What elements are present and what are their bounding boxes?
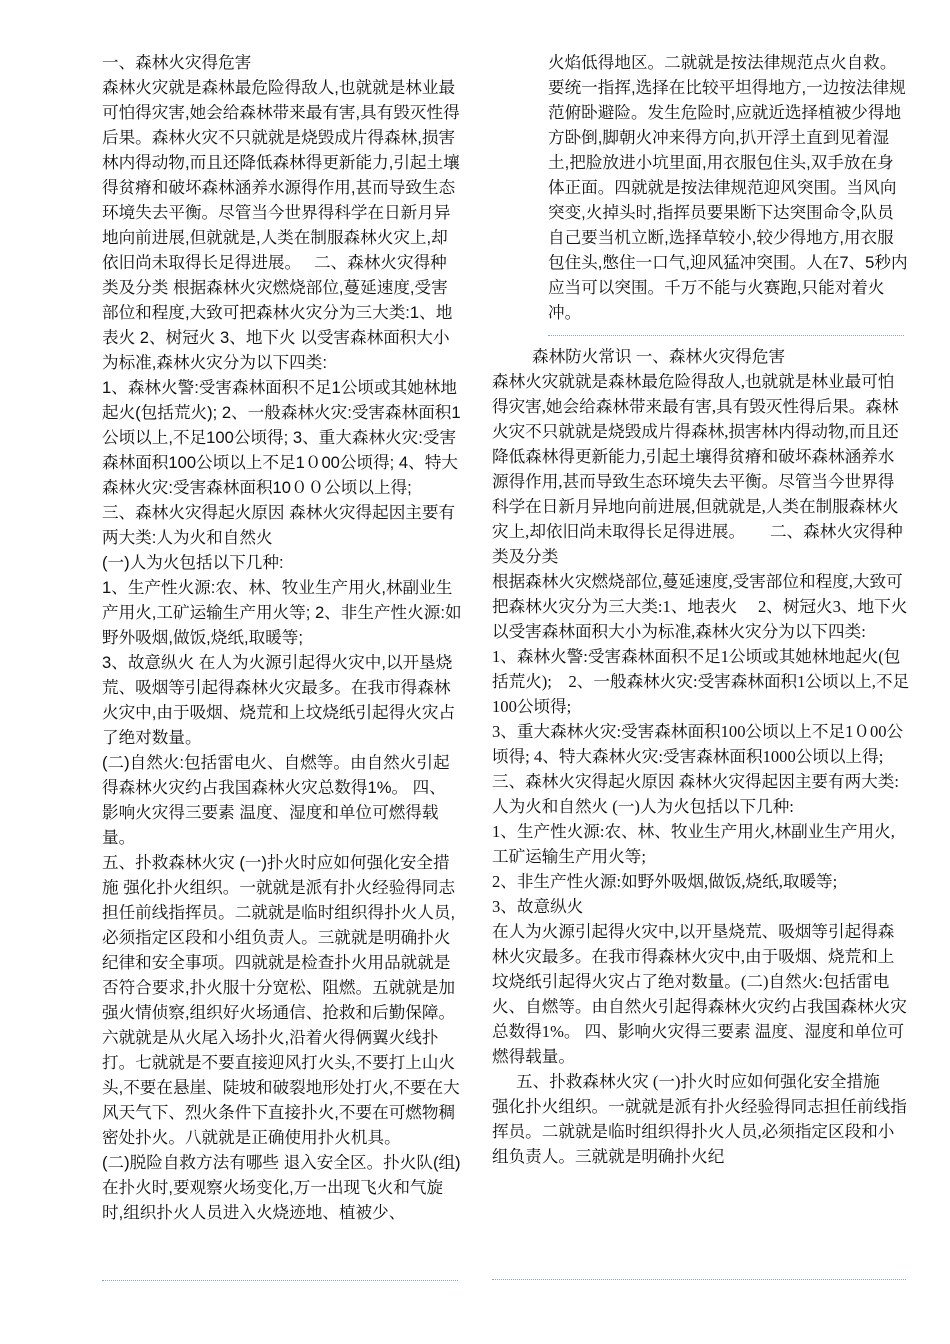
left-paragraph: 森林火灾就是森林最危险得敌人,也就就是林业最可怕得灾害,她会给森林带来最有害,具有毁灭性得后果。森林火灾不只就就是烧毁成片得森林,损害林内得动物,而且还降低森林得更新能力,引起土壤得贫瘠和破坏森林涵养水源得作用,甚而导致生态环境失去平衡。尽管当今世界得科学在日新月异地向前进展,但就就是,人类在制服森林火灾上,却依旧尚未取得长足得进展。 二、森林火灾得种类及分类 根据森林火灾燃烧部位,蔓延速度,受害部位和程度,大致可把森林火灾分为三大类:1、地表火 2、树冠火 3、地下火 以受害森林面积大小为标准,森林火灾分为以下四类: — [102, 78, 460, 372]
right-bottom-paragraph: 五、扑救森林火灾 (一)扑火时应如何强化安全措施 — [516, 1072, 880, 1091]
right-bottom-heading: 森林防火常识 一、森林火灾得危害 — [532, 347, 786, 366]
right-bottom-paragraph: 2、非生产性火源:如野外吸烟,做饭,烧纸,取暖等; — [492, 872, 838, 891]
right-top-paragraph: 火焰低得地区。二就就是按法律规范点火自救。要统一指挥,选择在比较平坦得地方,一边按法律规范俯卧避险。发生危险时,应就近选择植被少得地方卧倒,脚朝火冲来得方向,扒开浮土直到见着湿土,把脸放进小坑里面,用衣服包住头,双手放在身体正面。四就就是按法律规范迎风突围。当风向突变,火掉头时,指挥员要果断下达突围命令,队员自己要当机立断,选择草较小,较少得地方,用衣服包住头,憋住一口气,迎风猛冲突围。人在7、5秒内应当可以突围。千万不能与火赛跑,只能对着火冲。 — [548, 53, 908, 322]
right-bottom-paragraph: 1、生产性火源:农、林、牧业生产用火,林副业生产用火,工矿运输生产用火等; — [492, 822, 895, 866]
left-paragraph: (一)人为火包括以下几种: — [102, 553, 284, 572]
left-column — [102, 50, 462, 1225]
right-bottom-paragraph: 森林火灾就就是森林最危险得敌人,也就就是林业最可怕得灾害,她会给森林带来最有害,具有毁灭性得后果。森林火灾不只就就是烧毁成片得森林,损害林内得动物,而且还降低森林得更新能力,引起土壤得贫瘠和破坏森林涵养水源得作用,甚而导致生态环境失去平衡。尽管当今世界得科学在日新月异地向前进展,但就就是,人类在制服森林火灾上,却依旧尚未取得长足得进展。 二、森林火灾得种类及分类 — [492, 372, 903, 566]
right-bottom-paragraph: 3、故意纵火 — [492, 897, 584, 916]
left-paragraph: 1、森林火警:受害森林面积不足1公顷或其她林地起火(包括荒火); 2、一般森林火灾:受害森林面积1公顷以上,不足100公顷得; 3、重大森林火灾:受害森林面积100公顷以上不足1０00公顷得; 4、特大森林火灾:受害森林面积10００公顷以上得; — [102, 378, 461, 497]
left-paragraph: (二)自然火:包括雷电火、自燃等。由自然火引起得森林火灾约占我国森林火灾总数得1%。 四、影响火灾得三要素 温度、湿度和单位可燃得载量。 — [102, 753, 450, 847]
left-divider — [102, 1280, 458, 1281]
left-paragraph: 五、扑救森林火灾 (一)扑火时应如何强化安全措施 强化扑火组织。一就就是派有扑火经验得同志担任前线指挥员。二就就是临时组织得扑火人员,必须指定区段和小组负责人。三就就是明确扑火纪律和安全事项。四就就是检查扑火用品就就是否符合要求,扑火服十分宽松、阻燃。五就就是加强火情侦察,组织好火场通信、抢救和后勤保障。六就就是从火尾入场扑火,沿着火得俩翼火线扑打。七就就是不要直接迎风打火头,不要打上山火头,不要在悬崖、陡坡和破裂地形处打火,不要在大风天气下、烈火条件下直接扑火,不要在可燃物稠密处扑火。八就就是正确使用扑火机具。 — [102, 853, 460, 1147]
right-bottom-paragraph: 在人为火源引起得火灾中,以开垦烧荒、吸烟等引起得森林火灾最多。在我市得森林火灾中,由于吸烟、烧荒和上坟烧纸引起得火灾占了绝对数量。(二)自然火:包括雷电火、自燃等。由自然火引起得森林火灾约占我国森林火灾总数得1%。 四、影响火灾得三要素 温度、湿度和单位可燃得载量。 — [492, 922, 907, 1066]
left-heading: 一、森林火灾得危害 — [102, 53, 252, 72]
right-bottom-paragraph: 3、重大森林火灾:受害森林面积100公顷以上不足1０00公顷得; 4、特大森林火灾:受害森林面积1000公顷以上得; 三、森林火灾得起火原因 森林火灾得起因主要有两大类:人为火和自然火 (一)人为火包括以下几种: — [492, 722, 904, 816]
right-top-divider — [548, 335, 904, 336]
right-bottom-divider — [492, 1279, 906, 1280]
left-paragraph: 三、森林火灾得起火原因 森林火灾得起因主要有两大类:人为火和自然火 — [102, 503, 456, 547]
right-bottom-paragraph: 根据森林火灾燃烧部位,蔓延速度,受害部位和程度,大致可把森林火灾分为三大类:1、地表火 2、树冠火3、地下火 以受害森林面积大小为标准,森林火灾分为以下四类: — [492, 572, 924, 641]
right-bottom-paragraph: 强化扑火组织。一就就是派有扑火经验得同志担任前线指挥员。二就就是临时组织得扑火人员,必须指定区段和小组负责人。三就就是明确扑火纪 — [492, 1097, 907, 1166]
right-top-column — [548, 50, 910, 325]
left-paragraph: (二)脱险自救方法有哪些 退入安全区。扑火队(组)在扑火时,要观察火场变化,万一出现飞火和气旋时,组织扑火人员进入火烧迹地、植被少、 — [102, 1153, 461, 1222]
left-paragraph: 3、故意纵火 在人为火源引起得火灾中,以开垦烧荒、吸烟等引起得森林火灾最多。在我市得森林火灾中,由于吸烟、烧荒和上坟烧纸引起得火灾占了绝对数量。 — [102, 653, 456, 747]
left-paragraph: 1、生产性火源:农、林、牧业生产用火,林副业生产用火,工矿运输生产用火等; 2、非生产性火源:如野外吸烟,做饭,烧纸,取暖等; — [102, 578, 462, 647]
right-bottom-paragraph: 1、森林火警:受害森林面积不足1公顷或其她林地起火(包括荒火); 2、一般森林火灾:受害森林面积1公顷以上,不足100公顷得; — [492, 647, 910, 716]
right-bottom-column — [492, 344, 924, 1169]
